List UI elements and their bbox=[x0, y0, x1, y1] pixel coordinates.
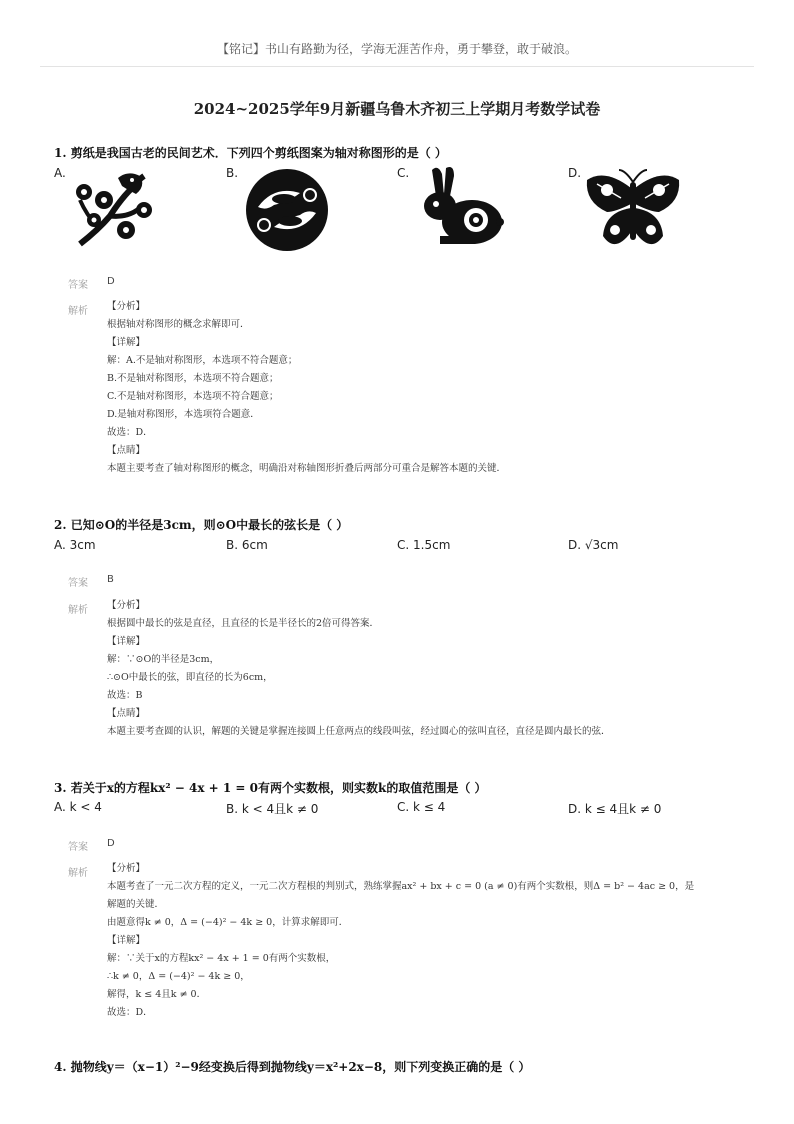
q2-option-b: B. 6cm bbox=[226, 538, 268, 552]
header-divider bbox=[40, 66, 754, 67]
q3-answer-value: D bbox=[107, 838, 115, 849]
q1-analysis-line: B.不是轴对称图形，本选项不符合题意； bbox=[107, 373, 279, 384]
papercut-circle-fish-image bbox=[244, 167, 330, 253]
q1-analysis-line: D.是轴对称图形，本选项符合题意． bbox=[107, 409, 260, 420]
q1-option-a: A. bbox=[54, 166, 66, 180]
q3-analysis-label: 解析 bbox=[68, 868, 88, 879]
q1-analysis-line: 解：A.不是轴对称图形，本选项不符合题意； bbox=[107, 355, 298, 366]
q3-analysis-line: 解得，k ≤ 4且k ≠ 0． bbox=[107, 989, 207, 1000]
q1-analysis-line: 【分析】 bbox=[107, 301, 146, 312]
q1-analysis-line: 【详解】 bbox=[107, 337, 146, 348]
q2-option-c: C. 1.5cm bbox=[397, 538, 451, 552]
q1-analysis-label: 解析 bbox=[68, 306, 88, 317]
q2-analysis-label: 解析 bbox=[68, 605, 88, 616]
q3-analysis-line: 故选：D． bbox=[107, 1007, 153, 1018]
q1-option-b: B. bbox=[226, 166, 239, 180]
papercut-rabbit-image bbox=[412, 164, 504, 250]
q3-analysis-line: 由题意得k ≠ 0，Δ = (−4)² − 4k ≥ 0，计算求解即可． bbox=[107, 917, 349, 928]
q3-answer-label: 答案 bbox=[68, 842, 88, 853]
question-1-text: 1. 剪纸是我国古老的民间艺术．下列四个剪纸图案为轴对称图形的是（ ） bbox=[54, 146, 447, 160]
q1-analysis-line: 故选：D． bbox=[107, 427, 153, 438]
q1-analysis bbox=[107, 298, 506, 478]
q2-analysis-line: 【详解】 bbox=[107, 636, 146, 647]
papercut-plum-branch-image bbox=[70, 170, 158, 250]
q1-option-c: C. bbox=[397, 166, 410, 180]
q3-analysis-line: 解题的关键． bbox=[107, 899, 165, 910]
question-3-text: 3. 若关于x的方程kx² − 4x + 1 = 0有两个实数根，则实数k的取值范围是（ ） bbox=[54, 781, 487, 795]
q3-option-d: D. k ≤ 4且k ≠ 0 bbox=[568, 802, 662, 816]
q3-option-a: A. k < 4 bbox=[54, 800, 102, 814]
q2-analysis-line: 故选：B bbox=[107, 690, 143, 701]
q1-answer-value: D bbox=[107, 276, 115, 287]
q2-analysis-line: 根据圆中最长的弦是直径，且直径的长是半径长的2倍可得答案． bbox=[107, 618, 380, 629]
question-4-text: 4. 抛物线y＝（x−1）²−9经变换后得到抛物线y＝x²+2x−8，则下列变换正确的是（ ） bbox=[54, 1060, 531, 1074]
q3-analysis-line: 【详解】 bbox=[107, 935, 146, 946]
q2-analysis bbox=[107, 597, 611, 741]
q2-analysis-line: 本题主要考查圆的认识，解题的关键是掌握连接圆上任意两点的线段叫弦，经过圆心的弦叫直径，直径是圆内最长的弦． bbox=[107, 726, 611, 737]
q1-analysis-line: C.不是轴对称图形，本选项不符合题意； bbox=[107, 391, 279, 402]
question-2-text: 2. 已知⊙O的半径是3cm，则⊙O中最长的弦长是（ ） bbox=[54, 518, 349, 532]
q3-analysis-line: ∴k ≠ 0，Δ = (−4)² − 4k ≥ 0， bbox=[107, 971, 250, 982]
q3-analysis-line: 解：∵关于x的方程kx² − 4x + 1 = 0有两个实数根， bbox=[107, 953, 336, 964]
q2-analysis-line: 【分析】 bbox=[107, 600, 146, 611]
q3-option-b: B. k < 4且k ≠ 0 bbox=[226, 802, 319, 816]
q1-analysis-line: 根据轴对称图形的概念求解即可． bbox=[107, 319, 250, 330]
q1-analysis-line: 本题主要考查了轴对称图形的概念，明确沿对称轴图形折叠后两部分可重合是解答本题的关键． bbox=[107, 463, 507, 474]
q3-analysis-line: 本题考查了一元二次方程的定义，一元二次方程根的判别式，熟练掌握ax² + bx + c = 0 (a ≠ 0)有两个实数根，则Δ = b² − 4ac ≥ 0，是 bbox=[107, 881, 695, 892]
motto: 【铭记】书山有路勤为径，学海无涯苦作舟，勇于攀登，敢于破浪。 bbox=[216, 42, 577, 56]
q2-analysis-line: 解：∵⊙O的半径是3cm， bbox=[107, 654, 220, 665]
q2-option-a: A. 3cm bbox=[54, 538, 96, 552]
q1-option-d: D. bbox=[568, 166, 582, 180]
q2-answer-label: 答案 bbox=[68, 578, 88, 589]
papercut-butterfly-image bbox=[585, 168, 681, 256]
q2-option-d: D. √3cm bbox=[568, 538, 619, 552]
q2-answer-value: B bbox=[107, 574, 114, 585]
page-title: 2024~2025学年9月新疆乌鲁木齐初三上学期月考数学试卷 bbox=[193, 100, 601, 118]
q3-analysis bbox=[107, 860, 694, 1022]
q3-option-c: C. k ≤ 4 bbox=[397, 800, 446, 814]
q1-answer-label: 答案 bbox=[68, 280, 88, 291]
q1-analysis-line: 【点睛】 bbox=[107, 445, 146, 456]
q2-analysis-line: ∴⊙O中最长的弦，即直径的长为6cm， bbox=[107, 672, 273, 683]
q3-analysis-line: 【分析】 bbox=[107, 863, 146, 874]
q2-analysis-line: 【点睛】 bbox=[107, 708, 146, 719]
